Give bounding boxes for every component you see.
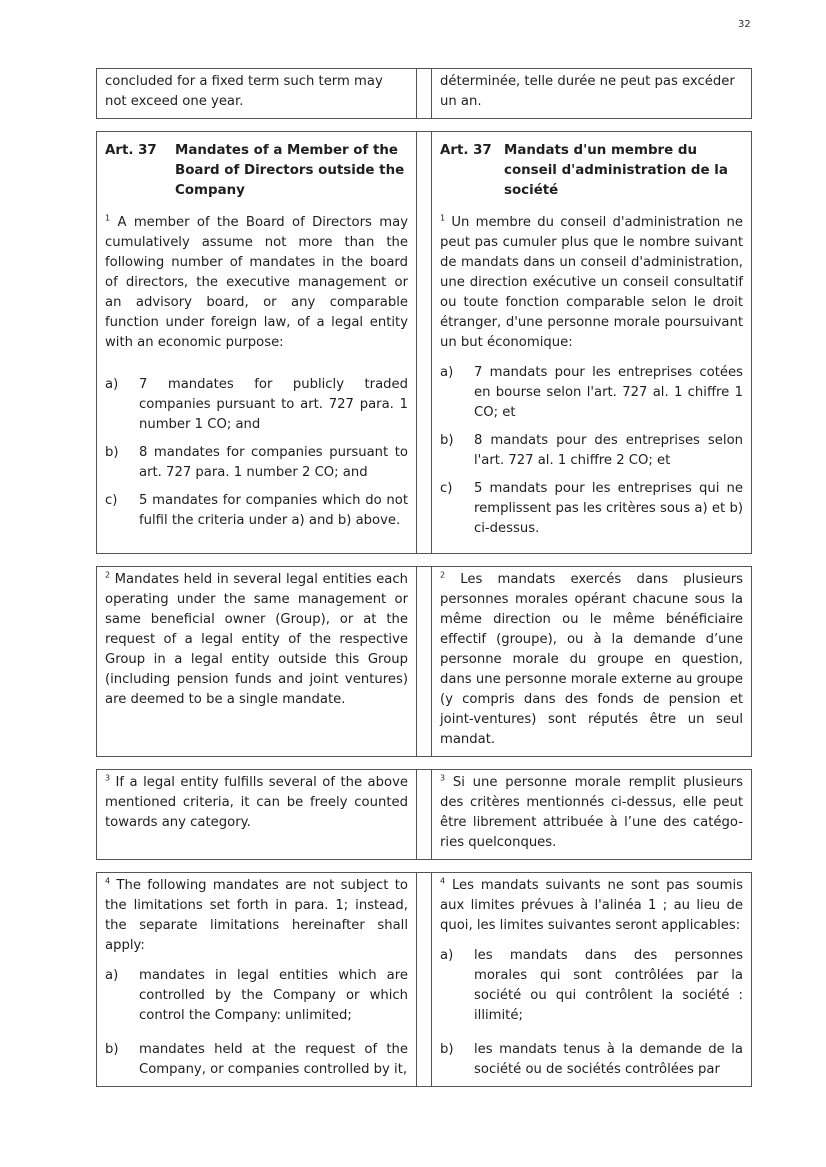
list-marker: a) xyxy=(105,377,119,392)
list-marker: a) xyxy=(440,948,454,963)
list-item xyxy=(440,1040,743,1080)
list-item xyxy=(440,363,743,423)
french-cell xyxy=(432,770,752,860)
list-text: mandates in legal entities which are controlled by the Company or which control the Company: unlimited; xyxy=(139,968,408,1023)
paragraph-text: Un membre du conseil d'administration ne peut pas cumuler plus que le nombre suivant de mandats dans un conseil d'administration, une direction exécutive un conseil consultatif ou toute fonction comparable selon le droit étranger, d'une personne morale poursuivant un but économique: xyxy=(440,215,743,350)
paragraph xyxy=(105,213,408,353)
list-marker: b) xyxy=(440,1042,454,1057)
page-number: 32 xyxy=(738,19,751,30)
article-number: Art. 37 xyxy=(105,143,157,158)
bilingual-articles-table xyxy=(96,68,752,1087)
paragraph-text: If a legal entity fulfills several of the above mentioned criteria, it can be freely counted towards any category. xyxy=(105,775,408,830)
paragraph xyxy=(440,213,743,353)
list-marker: b) xyxy=(440,433,454,448)
english-cell xyxy=(97,770,417,860)
list-text: 8 mandates for companies pursuant to art. 727 para. 1 number 2 CO; and xyxy=(139,445,408,480)
paragraph-text: A member of the Board of Directors may cumulatively assume not more than the following number of mandates in the board of directors, the executive management or an advisory board, or any comparable function under foreign law, of a legal entity with an economic purpose: xyxy=(105,215,408,350)
paragraph-number: 3 xyxy=(440,773,446,783)
list-item xyxy=(105,966,408,1026)
list-item xyxy=(440,431,743,471)
paragraph xyxy=(105,570,408,710)
column-gap xyxy=(417,770,432,860)
table-row xyxy=(97,567,752,757)
table-row xyxy=(97,69,752,119)
column-gap xyxy=(417,69,432,119)
list-item xyxy=(105,1040,408,1080)
list-text: 8 mandats pour des entreprises selon l'art. 727 al. 1 chiffre 2 CO; et xyxy=(474,433,743,468)
paragraph-text: Si une personne morale remplit plusieurs des critères mentionnés ci-dessus, elle peut être librement attribuée à l’une des catégo-ries quelconques. xyxy=(440,775,743,850)
french-text: déterminée, telle durée ne peut pas excéder un an. xyxy=(440,74,735,109)
article-title: Mandates of a Member of the Board of Directors outside the Company xyxy=(175,143,405,198)
paragraph-text: Mandates held in several legal entities each operating under the same management or same beneficial owner (Group), or at the request of a legal entity of the respective Group in a legal entity outside this Group (including pension funds and joint ventures) are deemed to be a single mandate. xyxy=(105,572,408,707)
french-cell xyxy=(432,873,752,1087)
paragraph xyxy=(105,773,408,833)
list-marker: b) xyxy=(105,1042,119,1057)
list-item xyxy=(105,375,408,435)
list-text: 5 mandats pour les entreprises qui ne remplissent pas les critères sous a) et b) ci-dessus. xyxy=(474,481,743,536)
french-cell xyxy=(432,567,752,757)
french-cell xyxy=(432,69,752,119)
paragraph-number: 1 xyxy=(105,213,111,223)
row-spacer xyxy=(97,119,752,132)
list-text: mandates held at the request of the Company, or companies controlled by it, xyxy=(139,1042,408,1077)
column-gap xyxy=(417,873,432,1087)
list-marker: a) xyxy=(105,968,119,983)
article-title: Mandats d'un membre du conseil d'administration de la société xyxy=(504,143,728,198)
list-item xyxy=(440,479,743,539)
list-text: 7 mandats pour les entreprises cotées en bourse selon l'art. 727 al. 1 chiffre 1 CO; et xyxy=(474,365,743,420)
list-marker: c) xyxy=(105,493,118,508)
article-heading xyxy=(440,141,743,201)
table-row xyxy=(97,770,752,860)
paragraph xyxy=(105,876,408,956)
table-row xyxy=(97,873,752,1087)
row-spacer xyxy=(97,554,752,567)
list-item xyxy=(105,491,408,531)
list-text: les mandats dans des personnes morales qui sont contrôlées par la société ou qui contrôlent la société : illimité; xyxy=(474,948,743,1023)
paragraph-number: 4 xyxy=(105,876,111,886)
paragraph xyxy=(440,876,743,936)
paragraph-text: Les mandats exercés dans plusieurs personnes morales opérant chacune sous la même direction ou le même bénéficiaire effectif (groupe), ou à la demande d’une personne morale du groupe en question, dans une personne morale externe au groupe (y compris dans des fonds de pension et joint-ventures) sont réputés être un seul mandat. xyxy=(440,572,744,747)
paragraph-number: 4 xyxy=(440,876,446,886)
list-item xyxy=(105,443,408,483)
paragraph-text: The following mandates are not subject to the limitations set forth in para. 1; instead, the separate limitations hereinafter shall apply: xyxy=(105,878,408,953)
paragraph-number: 2 xyxy=(440,570,446,580)
list-text: les mandats tenus à la demande de la société ou de sociétés contrôlées par xyxy=(474,1042,743,1077)
list-text: 5 mandates for companies which do not fulfil the criteria under a) and b) above. xyxy=(139,493,408,528)
column-gap xyxy=(417,567,432,757)
paragraph-number: 3 xyxy=(105,773,111,783)
english-cell xyxy=(97,567,417,757)
list-item xyxy=(440,946,743,1026)
paragraph xyxy=(440,773,743,853)
paragraph-number: 1 xyxy=(440,213,446,223)
article-heading xyxy=(105,141,408,201)
list-marker: a) xyxy=(440,365,454,380)
column-gap xyxy=(417,132,432,554)
article-number: Art. 37 xyxy=(440,143,492,158)
row-spacer xyxy=(97,757,752,770)
english-cell xyxy=(97,69,417,119)
english-cell xyxy=(97,132,417,554)
french-cell xyxy=(432,132,752,554)
english-text: concluded for a fixed term such term may not exceed one year. xyxy=(105,74,383,109)
row-spacer xyxy=(97,860,752,873)
table-row xyxy=(97,132,752,554)
paragraph-text: Les mandats suivants ne sont pas soumis aux limites prévues à l'alinéa 1 ; au lieu de quoi, les limites suivantes seront applicables: xyxy=(440,878,743,933)
list-marker: c) xyxy=(440,481,453,496)
paragraph xyxy=(440,570,743,750)
paragraph-number: 2 xyxy=(105,570,111,580)
english-cell xyxy=(97,873,417,1087)
list-marker: b) xyxy=(105,445,119,460)
list-text: 7 mandates for publicly traded companies pursuant to art. 727 para. 1 number 1 CO; and xyxy=(139,377,408,432)
